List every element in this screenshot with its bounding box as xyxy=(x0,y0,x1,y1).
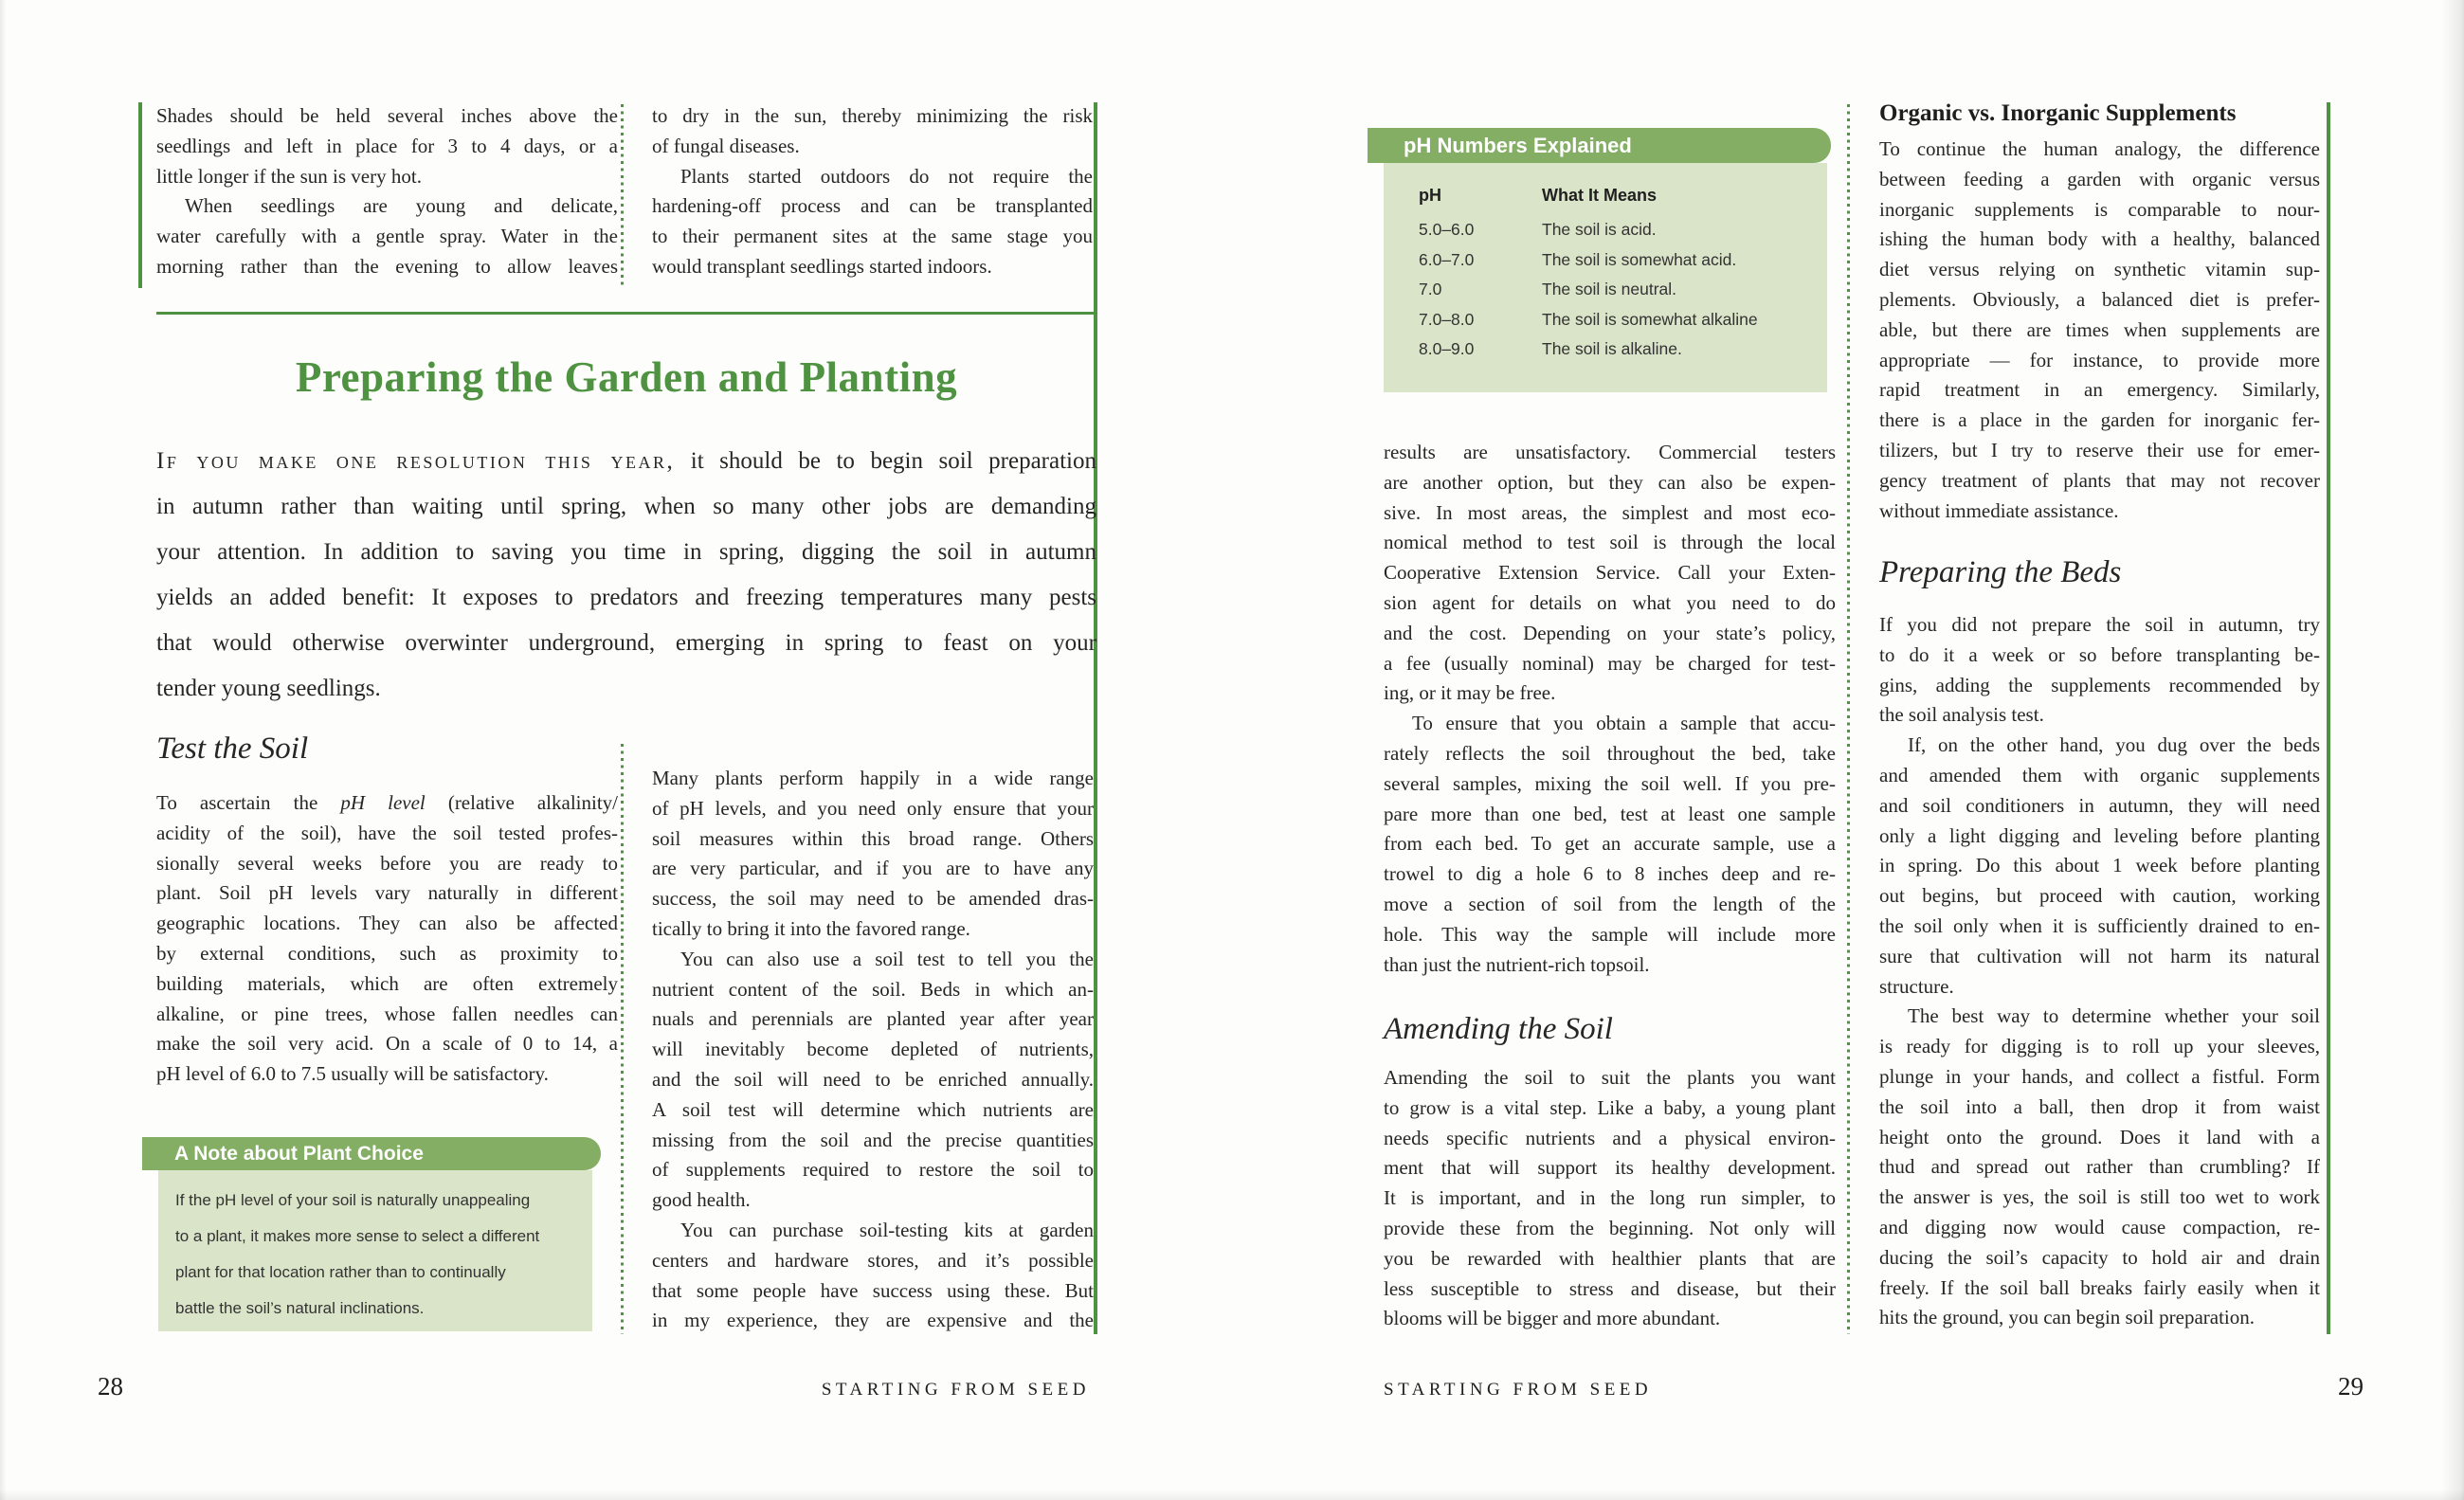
ph-range-cell: 8.0–9.0 xyxy=(1419,339,1475,358)
top-column-left xyxy=(156,101,618,282)
text-line: geographic locations. They can also be affected xyxy=(156,912,618,935)
ph-table-header-ph: pH xyxy=(1419,186,1441,205)
note-box-title: A Note about Plant Choice xyxy=(174,1142,424,1165)
text-line: Cooperative Extension Service. Call your Exten- xyxy=(1384,561,1836,585)
text-line: to grow is a vital step. Like a baby, a young plant xyxy=(1384,1095,1836,1119)
text-line: to dry in the sun, thereby minimizing the risk xyxy=(652,104,1093,127)
ph-table-row xyxy=(1419,280,1817,310)
text-line: acidity of the soil), have the soil tested profes- xyxy=(156,821,618,844)
text-line: height onto the ground. Does it land with a xyxy=(1879,1125,2320,1148)
text-line: to a plant, it makes more sense to select a different xyxy=(175,1227,540,1245)
text-line: by external conditions, such as proximity to xyxy=(156,941,618,965)
ph-range-cell: 7.0–8.0 xyxy=(1419,309,1475,329)
text-line: good health. xyxy=(652,1188,751,1212)
text-line: results are unsatisfactory. Commercial testers xyxy=(1384,441,1836,463)
text-line: of pH levels, and you need only ensure that your xyxy=(652,796,1094,820)
left-column-rule xyxy=(138,102,142,288)
text-line: ishing the human body with a healthy, balanced xyxy=(1879,227,2320,251)
text-line: battle the soil’s natural inclinations. xyxy=(175,1299,425,1317)
page-left-right-rule xyxy=(1094,102,1097,1334)
text-line: nuals and perennials are planted year after year xyxy=(652,1007,1094,1031)
page-right-column-divider-dotted xyxy=(1847,104,1850,1334)
text-line: If you did not prepare the soil in autumn, try xyxy=(1879,613,2320,636)
running-footer-left: STARTING FROM SEED xyxy=(821,1380,1090,1400)
text-line: to do it a week or so before transplanting be- xyxy=(1879,642,2320,666)
text-line: Amending the soil to suit the plants you want xyxy=(1384,1066,1836,1089)
intro-lines xyxy=(156,484,1096,712)
text-line: gins, adding the supplements recommended by xyxy=(1879,673,2320,696)
text-line: Shades should be held several inches above the xyxy=(156,104,618,127)
text-line: seedlings and left in place for 3 to 4 days, or a xyxy=(156,134,618,157)
ph-meaning-cell: The soil is acid. xyxy=(1542,220,1657,239)
text-line: tilizers, but I try to reserve their use for emer- xyxy=(1879,438,2320,461)
section-divider-rule xyxy=(156,312,1096,315)
text-line: hole. This way the sample will include more xyxy=(1384,922,1836,946)
text-line: yields an added benefit: It exposes to predators and freezing temperatures many pests xyxy=(156,585,1096,610)
test-soil-column-divider-dotted xyxy=(621,744,624,1334)
text-line: are very particular, and if you are to have any xyxy=(652,857,1094,880)
text-line: It is important, and in the long run simpler, to xyxy=(1384,1186,1836,1210)
ph-table-row xyxy=(1419,339,1817,370)
text-line: the soil into a ball, then drop it from waist xyxy=(1879,1094,2320,1118)
text-line: water carefully with a gentle spray. Water in the xyxy=(156,225,618,248)
ph-table-row xyxy=(1419,310,1817,340)
ph-meaning-cell: The soil is alkaline. xyxy=(1542,339,1682,358)
text-line: the soil only when it is sufficiently drained to en- xyxy=(1879,913,2320,937)
text-line: ing, or it may be free. xyxy=(1384,681,1556,705)
ph-table-rows xyxy=(1419,220,1817,370)
text-line: in autumn rather than waiting until spring, when so many other jobs are demanding xyxy=(156,494,1096,519)
text-line: only a light digging and leveling before planting xyxy=(1879,823,2320,847)
text-line: plant for that location rather than to continually xyxy=(175,1263,506,1281)
intro-smallcaps: If you make one resolution this year, xyxy=(156,448,676,474)
text-line: little longer if the sun is very hot. xyxy=(156,164,422,188)
text-line: soil measures within this broad range. Others xyxy=(652,826,1094,850)
text-line: sure that cultivation will not harm its natural xyxy=(1879,944,2320,967)
text-line: building materials, which are often extremely xyxy=(156,971,618,995)
page-edge-shadow-left xyxy=(0,0,7,1500)
text-line: of fungal diseases. xyxy=(652,134,800,157)
text-line: structure. xyxy=(1879,974,1954,998)
ph-meaning-cell: The soil is somewhat acid. xyxy=(1542,249,1737,269)
page-edge-shadow-right xyxy=(2441,0,2464,1500)
text-line: If the pH level of your soil is naturally unappealing xyxy=(175,1191,531,1209)
text-line: are another option, but they can also be expen- xyxy=(1384,470,1836,494)
text-line: you be rewarded with healthier plants that are xyxy=(1384,1246,1836,1270)
text-line: is ready for digging is to roll up your sleeves, xyxy=(1879,1035,2320,1058)
text-line: to their permanent sites at the same stage you xyxy=(652,225,1093,248)
text-line: able, but there are times when supplements are xyxy=(1879,317,2320,341)
chapter-heading: Preparing the Garden and Planting xyxy=(295,353,958,401)
text-line: freely. If the soil ball breaks fairly easily when it xyxy=(1879,1275,2320,1299)
text-line: thud and spread out rather than crumbling? If xyxy=(1879,1155,2320,1179)
text-line: appropriate — for instance, to provide more xyxy=(1879,348,2320,371)
preparing-beds-heading: Preparing the Beds xyxy=(1879,555,2122,589)
top-column-divider-dotted xyxy=(621,104,624,286)
text-line: rapid treatment in an emergency. Similarly, xyxy=(1879,378,2320,402)
text-line: would transplant seedlings started indoors. xyxy=(652,254,992,278)
top-column-right xyxy=(652,101,1093,282)
text-line: centers and hardware stores, and it’s possible xyxy=(652,1248,1094,1272)
intro-first-line-rest: it should be to begin soil preparation xyxy=(675,448,1096,474)
text-line: rately reflects the soil throughout the bed, take xyxy=(1384,741,1836,765)
text-line: gency treatment of plants that may not recover xyxy=(1879,468,2320,492)
test-soil-column-right xyxy=(652,764,1094,1336)
text-line: hardening-off process and can be transplanted xyxy=(652,194,1093,218)
text-line: To continue the human analogy, the difference xyxy=(1879,137,2320,160)
text-line: without immediate assistance. xyxy=(1879,498,2119,522)
text-line: a fee (usually nominal) may be charged for test- xyxy=(1384,651,1836,675)
ph-table-row xyxy=(1419,220,1817,250)
text-line: When seedlings are young and delicate, xyxy=(185,194,618,218)
right-page-column1 xyxy=(1384,438,1836,980)
text-line: morning rather than the evening to allow leaves xyxy=(156,254,618,278)
text-line: sionally several weeks before you are ready to xyxy=(156,851,618,875)
text-line: and digging now would cause compaction, re- xyxy=(1879,1215,2320,1238)
text-line: hits the ground, you can begin soil preparation. xyxy=(1879,1306,2255,1329)
text-line: You can also use a soil test to tell you the xyxy=(680,947,1094,970)
text-line: ment that will support its healthy development. xyxy=(1384,1156,1836,1180)
text-line: less susceptible to stress and disease, but their xyxy=(1384,1276,1836,1300)
ph-range-cell: 5.0–6.0 xyxy=(1419,220,1475,239)
amending-soil-heading: Amending the Soil xyxy=(1384,1012,1613,1046)
text-line: plements. Obviously, a balanced diet is prefer- xyxy=(1879,287,2320,311)
page-number-left: 28 xyxy=(98,1372,123,1401)
text-line: needs specific nutrients and a physical environ- xyxy=(1384,1126,1836,1149)
text-line: will inevitably become depleted of nutrients, xyxy=(652,1038,1094,1061)
organic-supplements-heading: Organic vs. Inorganic Supplements xyxy=(1879,100,2237,126)
note-box-text xyxy=(175,1183,583,1327)
text-line: of supplements required to restore the soil to xyxy=(652,1158,1094,1182)
text-line: make the soil very acid. On a scale of 0 to 14, a xyxy=(156,1032,618,1056)
preparing-beds-column xyxy=(1879,610,2320,1333)
text-line: missing from the soil and the precise quantities xyxy=(652,1128,1094,1151)
ph-range-cell: 7.0 xyxy=(1419,280,1442,298)
text-line: provide these from the beginning. Not only will xyxy=(1384,1216,1836,1239)
text-line: If, on the other hand, you dug over the beds xyxy=(1908,733,2320,757)
ph-meaning-cell: The soil is somewhat alkaline xyxy=(1542,309,1758,329)
text-line: inorganic supplements is comparable to nour- xyxy=(1879,197,2320,221)
text-line: tically to bring it into the favored range. xyxy=(652,916,970,940)
text-line: your attention. In addition to saving you time in spring, digging the soil in autumn xyxy=(156,539,1096,565)
ph-range-cell: 6.0–7.0 xyxy=(1419,249,1475,269)
text-line: from each bed. To get an accurate sample, use a xyxy=(1384,832,1836,856)
ph-table-header xyxy=(1419,180,1817,220)
text-line: and the soil will need to be enriched annually. xyxy=(652,1067,1094,1091)
text-line: that would otherwise overwinter underground, emerging in spring to feast on your xyxy=(156,630,1096,656)
text-line: and amended them with organic supplements xyxy=(1879,763,2320,786)
running-footer-right: STARTING FROM SEED xyxy=(1384,1380,1653,1400)
intro-first-line xyxy=(156,439,1096,484)
text-line: and soil conditioners in autumn, they will need xyxy=(1879,793,2320,817)
text-line: nomical method to test soil is through the local xyxy=(1384,531,1836,554)
text-line: several samples, mixing the soil well. If you pre- xyxy=(1384,771,1836,795)
text-line: out begins, but proceed with caution, working xyxy=(1879,884,2320,908)
text-line: nutrient content of the soil. Beds in which an- xyxy=(652,977,1094,1001)
test-soil-heading: Test the Soil xyxy=(156,732,309,766)
text-line: plunge in your hands, and collect a fistful. Form xyxy=(1879,1064,2320,1088)
page-right-right-rule xyxy=(2327,102,2330,1334)
text-line: success, the soil may need to be amended dras- xyxy=(652,887,1094,911)
text-line: that some people have success using these. But xyxy=(652,1278,1094,1302)
text-line: alkaline, or pine trees, whose fallen needles can xyxy=(156,1002,618,1025)
text-line: between feeding a garden with organic versus xyxy=(1879,167,2320,190)
text-line: move a section of soil from the length of the xyxy=(1384,892,1836,915)
test-soil-column-left xyxy=(156,788,618,1090)
ph-box-title: pH Numbers Explained xyxy=(1404,133,1632,157)
text-line: diet versus relying on synthetic vitamin sup- xyxy=(1879,258,2320,281)
text-line: pH level of 6.0 to 7.5 usually will be satisfactory. xyxy=(156,1062,549,1086)
page-edge-shadow-bottom xyxy=(0,1490,2464,1500)
text-line: sive. In most areas, the simplest and most eco- xyxy=(1384,500,1836,524)
text-line: sion agent for details on what you need to do xyxy=(1384,590,1836,614)
ph-table-row xyxy=(1419,250,1817,280)
text-line: ducing the soil’s capacity to hold air and drain xyxy=(1879,1245,2320,1269)
intro-paragraph xyxy=(156,439,1096,712)
ph-meaning-cell: The soil is neutral. xyxy=(1542,280,1677,298)
amending-soil-column xyxy=(1384,1063,1836,1334)
ph-box-title-bar xyxy=(1368,128,1831,163)
text-line: The best way to determine whether your soil xyxy=(1908,1004,2320,1028)
text-line: there is a place in the garden for inorganic fer- xyxy=(1879,408,2320,432)
ph-table-header-meaning: What It Means xyxy=(1542,186,1658,205)
text-line: A soil test will determine which nutrients are xyxy=(652,1097,1094,1121)
text-line: the soil analysis test. xyxy=(1879,703,2044,727)
text-line: Many plants perform happily in a wide range xyxy=(652,767,1094,789)
text-line: trowel to dig a hole 6 to 8 inches deep and re- xyxy=(1384,862,1836,886)
text-line: To ascertain the pH level (relative alkalinity/ xyxy=(156,791,619,814)
text-line: Plants started outdoors do not require the xyxy=(680,164,1093,188)
text-line: and the cost. Depending on your state’s policy, xyxy=(1384,621,1836,644)
text-line: pare more than one bed, test at least one sample xyxy=(1384,802,1836,825)
text-line: To ensure that you obtain a sample that accu- xyxy=(1412,712,1836,735)
organic-supplements-column xyxy=(1879,135,2320,526)
text-line: in spring. Do this about 1 week before planting xyxy=(1879,854,2320,877)
text-line: in my experience, they are expensive and the xyxy=(652,1309,1094,1332)
text-line: than just the nutrient-rich topsoil. xyxy=(1384,952,1650,976)
ph-table xyxy=(1419,180,1817,370)
text-line: the answer is yes, the soil is still too wet to work xyxy=(1879,1185,2320,1209)
text-line: plant. Soil pH levels vary naturally in different xyxy=(156,881,618,905)
text-line: tender young seedlings. xyxy=(156,676,381,701)
text-line: blooms will be bigger and more abundant. xyxy=(1384,1307,1721,1330)
text-line: You can purchase soil-testing kits at garden xyxy=(680,1218,1094,1241)
page-number-right: 29 xyxy=(2338,1372,2364,1401)
note-box-title-bar xyxy=(142,1137,601,1170)
